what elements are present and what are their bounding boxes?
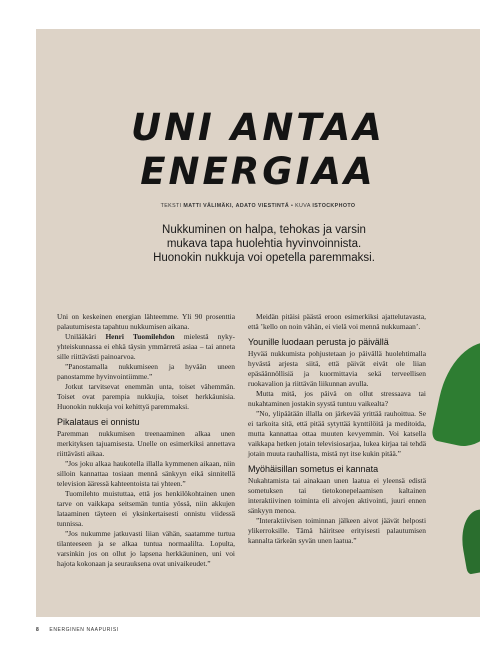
- quote-paragraph: ”Panostamalla nukkumiseen ja hyvään uneen panostamme hyvinvointiimme.”: [57, 362, 235, 381]
- body-text: mielestä nyky-yhteiskunnassa ei ehkä täysin ymmärretä asiaa – tai anneta sille riittävästi painoarvoa.: [57, 332, 235, 361]
- quote-paragraph: ”Jos nukumme jatkuvasti liian vähän, saatamme turtua tilanteeseen ja se alkaa tuntua normaalilta. Lopulta, varsinkin jos on ollut jo lapsena herkkäuninen, uni voi hajota kokonaan ja seurauksena ovat univaikeudet.”: [57, 529, 235, 568]
- subheading: Younille luodaan perusta jo päivällä: [248, 337, 389, 347]
- body-paragraph: Mutta mitä, jos päivä on ollut stressaava tai nukahtaminen jostakin syystä tuntuu vaikealta?: [248, 389, 426, 408]
- body-paragraph: [57, 332, 235, 362]
- body-paragraph: Tuomilehto muistuttaa, että jos henkilökohtainen unen tarve on vaikkapa seitsemän tuntia yössä, niin akkujen lataaminen täyteen ei yksinkertaisesti onnistu viidessä tunnissa.: [57, 489, 235, 528]
- person-name: Henri Tuomilehdon: [105, 332, 175, 341]
- page-footer: [36, 627, 119, 633]
- article-headline: [36, 106, 480, 194]
- lead-paragraph: [120, 223, 408, 265]
- lead-line-3: Huonokin nukkuja voi opetella paremmaksi.: [153, 252, 375, 264]
- body-paragraph: Hyvää nukkumista pohjustetaan jo päivällä huolehtimalla hyvästä arjesta siitä, että päivät eivät ole liian epäsäännöllisiä ja kuormittavia sekä terveellisen ruokavalion ja riittävän liikunnan avulla.: [248, 349, 426, 388]
- body-paragraph: Uni on keskeinen energian lähteemme. Yli 90 prosenttia palautumisesta tapahtuu nukkumisen aikana.: [57, 312, 235, 331]
- byline-author: MATTI VÄLIMÄKI,: [183, 203, 234, 209]
- quote-paragraph: ”Interaktiivisen toiminnan jälkeen aivot jäävät helposti ylikerroksille. Tämä häiritsee erityisesti palautumisen kannalta tärkeän syvän unen laatua.”: [248, 516, 426, 545]
- quote-paragraph: ”No, ylipäätään illalla on järkevää yrittää rauhoittua. Se ei tarkoita sitä, että pitää sytyttää kynttilöitä ja meditoida, mutta kannattaa ottaa muuten kevyemmin. Voi katsella vaikkapa hetken jotain televisiosarjaa, lukea kirjaa tai tehdä jotain muuta rauhallista, mistä nyt itse kukin pitää.”: [248, 409, 426, 458]
- byline-image-credit: ISTOCKPHOTO: [312, 203, 356, 209]
- subheading: Myöhäisillan sometus ei kannata: [248, 464, 379, 474]
- body-text: Unilääkäri: [65, 332, 97, 341]
- quote-paragraph: ”Jos joku alkaa haukotella illalla kymmenen aikaan, niin silloin kannattaa tosiaan mennä sänkyyn eikä sinnitellä television ääressä kahteentoista tai yhteen.”: [57, 459, 235, 488]
- page-number: 8: [36, 627, 40, 633]
- body-paragraph: Nukahtamista tai ainakaan unen laatua ei yleensä edistä sometuksen tai tietokonepelaamisen kaltainen interaktiivinen toiminta eli aivojen aktivointi, juuri ennen sänkyyn menoa.: [248, 476, 426, 515]
- body-paragraph: Paremman nukkumisen treenaaminen alkaa unen merkityksen tajuamisesta. Unelle on esimerkiksi annettava riittävästi aikaa.: [57, 429, 235, 458]
- byline: [36, 203, 480, 209]
- lead-line-2: mukava tapa huolehtia hyvinvoinnista.: [166, 238, 362, 250]
- subheading: Pikalataus ei onnistu: [57, 417, 140, 427]
- headline-line-1: UNI ANTAA: [131, 106, 385, 149]
- headline-line-2: ENERGIAA: [140, 150, 376, 193]
- lead-line-1: Nukkuminen on halpa, tehokas ja varsin: [162, 224, 366, 236]
- body-paragraph: Jotkut tarvitsevat enemmän unta, toiset vähemmän. Toiset ovat parempia nukkujia, toiset herkkäunisia. Huonokin nukkuja voi kehittyä paremmaksi.: [57, 382, 235, 411]
- left-column: [57, 312, 235, 569]
- byline-image-label: • KUVA: [291, 203, 311, 209]
- magazine-name: ENERGINEN NAAPURISI: [49, 627, 119, 633]
- body-paragraph: Meidän pitäisi päästä eroon esimerkiksi ajattelutavasta, että ’kello on noin vähän, ei vielä voi mennä nukkumaan’.: [248, 312, 426, 331]
- byline-text-label: TEKSTI: [160, 203, 182, 209]
- byline-author-company: ADATO VIESTINTÄ: [235, 203, 290, 209]
- right-column: [248, 312, 426, 546]
